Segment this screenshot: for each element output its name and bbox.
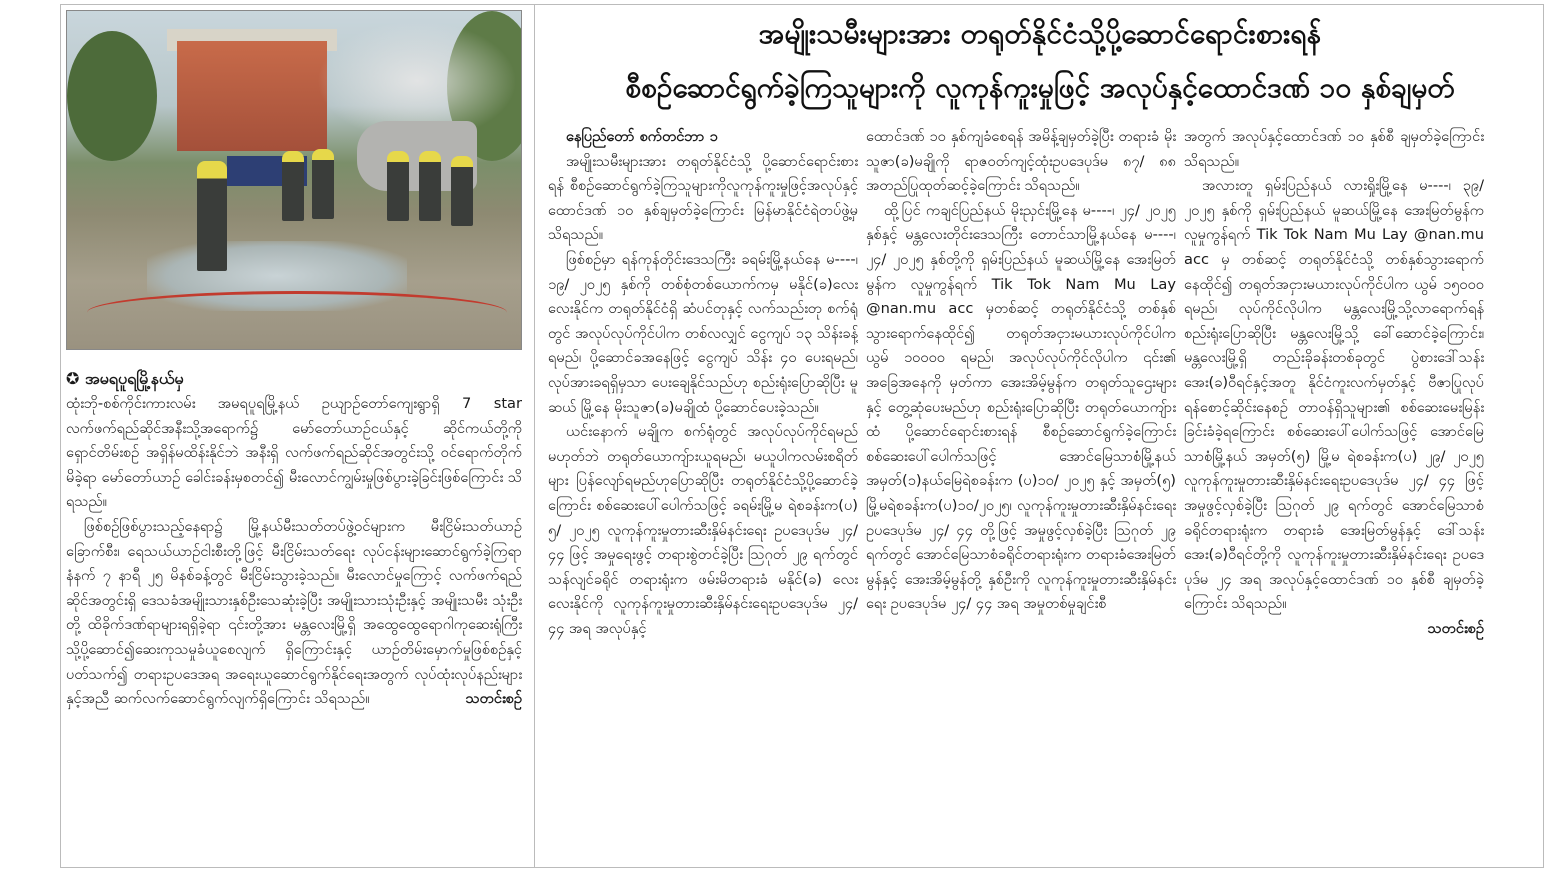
column-divider — [534, 4, 535, 868]
article-paragraph: အတွက် အလုပ်နှင့်ထောင်ဒဏ် ၁၀ နှစ်စီ ချမှတ်ခဲ့ကြောင်း သိရသည်။ — [1184, 128, 1484, 170]
building-shape — [177, 41, 327, 151]
article-paragraph: ယင်းနောက် မချိုက စက်ရုံတွင် အလုပ်လုပ်ကိုင်ရမည်မဟုတ်ဘဲ တရုတ်ယောကျ်ားယူရမည်၊ မယူပါကလမ်းစရိတ်များ ပြန်လျော်ရမည်ဟုပြောဆိုပြီး တရုတ်နိုင်ငံသို့ပို့ဆောင်ခဲ့ကြောင်း စစ်ဆေးပေါ်ပေါက်သဖြင့် ခရမ်းမြို့မ ရဲစခန်းက(ပ) ၅/ ၂၀၂၅ လူကုန်ကူးမှုတားဆီးနှိမ်နင်းရေး ဥပဒေပုဒ်မ ၂၄/ ၄၄ ဖြင့် အမှုရေးဖွင့် တရားစွဲတင်ခဲ့ပြီး ဩဂုတ် ၂၉ ရက်တွင် သန်လျင်ခရိုင် တရားရုံးက ဖမ်းမိတရားခံ မနိုင်(ခ) လေးလေးနိုင်ကို လူကုန်ကူးမှုတားဆီးနှိမ်နင်းရေးဥပဒေပုဒ်မ ၂၄/ ၄၄ အရ အလုပ်နှင့် — [548, 423, 858, 637]
firefighter-figure — [451, 156, 473, 226]
fire-hose-shape — [87, 291, 507, 334]
photo-story — [66, 10, 526, 865]
caption-body — [66, 392, 522, 712]
article-signature: သတင်းစဉ် — [1427, 619, 1484, 637]
firefighter-figure — [419, 151, 441, 221]
caption-heading: ✪ အမရပူရမြို့နယ်မှ — [66, 369, 184, 388]
caption-paragraph — [66, 515, 522, 712]
firefighter-figure — [282, 151, 304, 221]
article-paragraph: ထောင်ဒဏ် ၁၀ နှစ်ကျခံစေရန် အမိန့်ချမှတ်ခဲ့ပြီး တရားခံ မိုးသူဇာ(ခ)မချိုကို ရာဇဝတ်ကျင့်ထုံးဥပဒေပုဒ်မ ၈၇/ ၈၈ အတည်ပြုထုတ်ဆင့်ခဲ့ကြောင်း သိရသည်။ — [866, 128, 1176, 195]
headline-line-2: စီစဉ်ဆောင်ရွက်ခဲ့ကြသူများကို လူကုန်ကူးမှုဖြင့် အလုပ်နှင့်ထောင်ဒဏ် ၁၀ နှစ်ချမှတ် — [625, 71, 1455, 104]
news-photo — [66, 10, 522, 350]
dateline: နေပြည်တော် စက်တင်ဘာ ၁ — [566, 128, 718, 145]
firefighter-figure — [197, 161, 227, 271]
article-column-1 — [548, 125, 858, 860]
article-paragraph: အလားတူ ရှမ်းပြည်နယ် လားရှိုးမြို့နေ မ----၊ ၃၉/ ၂၀၂၅ နှစ်ကို ရှမ်းပြည်နယ် မူဆယ်မြို့နေ အေးမြတ်မွန်က လူမှုကွန်ရက် Tik Tok Nam Mu Lay @nan.mu acc မှ တစ်ဆင့် တရုတ်နိုင်ငံသို့ တစ်နှစ်သွားရောက်နေထိုင်၍ တရုတ်အငှားမယားလုပ်ကိုင်ပါက ယွမ် ၁၅၀၀၀ ရမည်၊ လုပ်ကိုင်လိုပါက မန္တလေးမြို့သို့လာရောက်ရန် စည်းရုံးပြောဆိုပြီး မန္တလေးမြို့သို့ ခေါ်ဆောင်ခဲ့ကြောင်း၊ မန္တလေးမြို့ရှိ တည်းခိုခန်းတစ်ခုတွင် ပွဲစားဒေါ်သန်းအေး(ခ)ဝီရင်နှင့်အတူ နိုင်ငံကူးလက်မှတ်နှင့် ဗီဇာပြုလုပ်ရန်စောင့်ဆိုင်းနေစဉ် တာဝန်ရှိသူများ၏ စစ်ဆေးမေးမြန်းခြင်းခံခဲ့ရကြောင်း စစ်ဆေးပေါ်ပေါက်သဖြင့် အောင်မြေသာစံမြို့နယ် အမှတ်(၅) မြို့မ ရဲစခန်းက(ပ) ၂၉/ ၂၀၂၅ လူကုန်ကူးမှုတားဆီးနှိမ်နင်းရေးဥပဒေပုဒ်မ ၂၄/ ၄၄ ဖြင့် အမှုဖွင့်လှစ်ခဲ့ပြီး ဩဂုတ် ၂၉ ရက်တွင် အောင်မြေသာစံခရိုင်တရားရုံးက တရားခံ အေးမြတ်မွန်နှင့် ဒေါ်သန်းအေး(ခ)ဝီရင်တို့ကို လူကုန်ကူးမှုတားဆီးနှိမ်နင်းရေး ဥပဒေပုဒ်မ ၂၄ အရ အလုပ်နှင့်ထောင်ဒဏ် ၁၀ နှစ်စီ ချမှတ်ခဲ့ကြောင်း သိရသည်။ — [1184, 177, 1484, 613]
tree-shape — [67, 31, 157, 161]
headline-line-1: အမျိုးသမီးများအား တရုတ်နိုင်ငံသို့ပို့ဆောင်ရောင်းစားရန် — [758, 17, 1322, 50]
article-paragraph: အမျိုးသမီးများအား တရုတ်နိုင်ငံသို့ ပို့ဆောင်ရောင်းစားရန် စီစဉ်ဆောင်ရွက်ခဲ့ကြသူများကိုလူကုန်ကူးမှုဖြင့်အလုပ်နှင့်ထောင်ဒဏ် ၁၀ နှစ်ချမှတ်ခဲ့ကြောင်း မြန်မာနိုင်ငံရဲတပ်ဖွဲ့မှ သိရသည်။ — [548, 152, 858, 244]
firefighter-figure — [387, 151, 409, 221]
article-column-2 — [866, 125, 1176, 860]
firefighter-figure — [312, 149, 334, 219]
article-paragraph: ဖြစ်စဉ်မှာ ရန်ကုန်တိုင်းဒေသကြီး ခရမ်းမြို့နယ်နေ မ----၊ ၁၉/ ၂၀၂၅ နှစ်ကို တစ်စုံတစ်ယောက်ကမှ မနိုင်(ခ)လေးလေးနိုင်က တရုတ်နိုင်ငံရှိ ဆံပင်တုနှင့် လက်သည်းတု စက်ရုံတွင် အလုပ်လုပ်ကိုင်ပါက တစ်လလျှင် ငွေကျပ် ၁၃ သိန်းခန့်ရမည်၊ ပို့ဆောင်ခအနေဖြင့် ငွေကျပ် သိန်း ၄၀ ပေးရမည်၊ လုပ်အားခရရှိမှသာ ပေးချေနိုင်သည်ဟု စည်းရုံးပြောဆိုပြီး မူဆယ် မြို့နေ မိုးသူဇာ(ခ)မချိုထံ ပို့ဆောင်ပေးခဲ့သည်။ — [548, 250, 858, 416]
caption-text: ဖြစ်စဉ်ဖြစ်ပွားသည့်နေရာ၌ မြို့နယ်မီးသတ်တပ်ဖွဲ့ဝင်များက မီးငြိမ်းသတ်ယာဉ် ခြောက်စီး၊ ရေသယ်ယာဉ်ငါးစီးတို့ဖြင့် မီးငြိမ်းသတ်ရေး လုပ်ငန်းများဆောင်ရွက်ခဲ့ကြရာ နံနက် ၇ နာရီ ၂၅ မိနစ်ခန့်တွင် မီးငြိမ်းသွားခဲ့သည်။ မီးလောင်မှုကြောင့် လက်ဖက်ရည်ဆိုင်အတွင်းရှိ ဒေသခံအမျိုးသားနှစ်ဦးသေဆုံးခဲ့ပြီး အမျိုးသားသုံးဦးနှင့် အမျိုးသမီး သုံးဦးတို့ ထိခိုက်ဒဏ်ရာများရရှိခဲ့ရာ ၎င်းတို့အား မန္တလေးမြို့ရှိ အထွေထွေရောဂါကုဆေးရုံကြီးသို့ပို့ဆောင်၍ဆေးကုသမှုခံယူစေလျက် ရှိကြောင်းနှင့် ယာဉ်တိမ်းမှောက်မှုဖြစ်စဉ်နှင့်ပတ်သက်၍ တရားဥပဒေအရ အရေးယူဆောင်ရွက်နိုင်ရေးအတွက် လုပ်ထုံးလုပ်နည်းများနှင့်အညီ ဆက်လက်ဆောင်ရွက်လျက်ရှိကြောင်း သိရသည်။ — [66, 517, 522, 708]
caption-paragraph: ထုံးဘို-စစ်ကိုင်းကားလမ်း အမရပူရမြို့နယ် ဥယျာဉ်တော်ကျေးရွာရှိ 7 star လက်ဖက်ရည်ဆိုင်အနီးသို့အရောက်၌ မော်တော်ယာဉ်ငယ်နှင့် ဆိုင်ကယ်တို့ကို ရှောင်တိမ်းစဉ် အရှိန်မထိန်းနိုင်ဘဲ အနီးရှိ လက်ဖက်ရည်ဆိုင်အတွင်းသို့ ဝင်ရောက်တိုက်မိခဲ့ရာ မော်တော်ယာဉ် ခေါင်းခန်းမှစတင်၍ မီးလောင်ကျွမ်းမှုဖြစ်ပွားခဲ့ခြင်းဖြစ်ကြောင်း သိရသည်။ — [66, 395, 522, 511]
caption-signature: သတင်းစဉ် — [465, 690, 522, 708]
article-paragraph: ထို့ပြင် ကချင်ပြည်နယ် မိုးညှင်းမြို့နေ မ----၊ ၂၄/ ၂၀၂၅ နှစ်နှင့် မန္တလေးတိုင်းဒေသကြီး တောင်သာမြို့နယ်နေ မ----၊ ၂၄/ ၂၀၂၅ နှစ်တို့ကို ရှမ်းပြည်နယ် မူဆယ်မြို့နေ အေးမြတ်မွန်က လူမှုကွန်ရက် Tik Tok Nam Mu Lay @nan.mu acc မှတစ်ဆင့် တရုတ်နိုင်ငံသို့ တစ်နှစ်သွားရောက်နေထိုင်၍ တရုတ်အငှားမယားလုပ်ကိုင်ပါက ယွမ် ၁၀၀၀၀ ရမည်၊ အလုပ်လုပ်ကိုင်လိုပါက ၎င်း၏ အခြေအနေကို မှတ်ကာ အေးအိမ့်မွန်က တရုတ်သူဌေးများနှင့် တွေ့ဆုံပေးမည်ဟု စည်းရုံးပြောဆိုပြီး တရုတ်ယောကျ်ားထံ ပို့ဆောင်ရောင်းစားရန် စီစဉ်ဆောင်ရွက်ခဲ့ကြောင်း စစ်ဆေးပေါ်ပေါက်သဖြင့် အောင်မြေသာစံမြို့နယ် အမှတ်(၁)နယ်မြေရဲစခန်းက (ပ)၁၀/ ၂၀၂၅ နှင့် အမှတ်(၅) မြို့မရဲစခန်းက(ပ)၁၀/၂၀၂၅၊ လူကုန်ကူးမှုတားဆီးနှိမ်နင်းရေး ဥပဒေပုဒ်မ ၂၄/ ၄၄ တို့ဖြင့် အမှုဖွင့်လှစ်ခဲ့ပြီး ဩဂုတ် ၂၉ ရက်တွင် အောင်မြေသာစံခရိုင်တရားရုံးက တရားခံအေးမြတ်မွန်နှင့် အေးအိမ့်မွန်တို့ နှစ်ဦးကို လူကုန်ကူးမှုတားဆီးနှိမ်နင်းရေး ဥပဒေပုဒ်မ ၂၄/ ၄၄ အရ အမှုတစ်မှုချင်းစီ — [866, 201, 1176, 613]
article-headline — [540, 10, 1540, 118]
article-column-3 — [1184, 125, 1484, 860]
